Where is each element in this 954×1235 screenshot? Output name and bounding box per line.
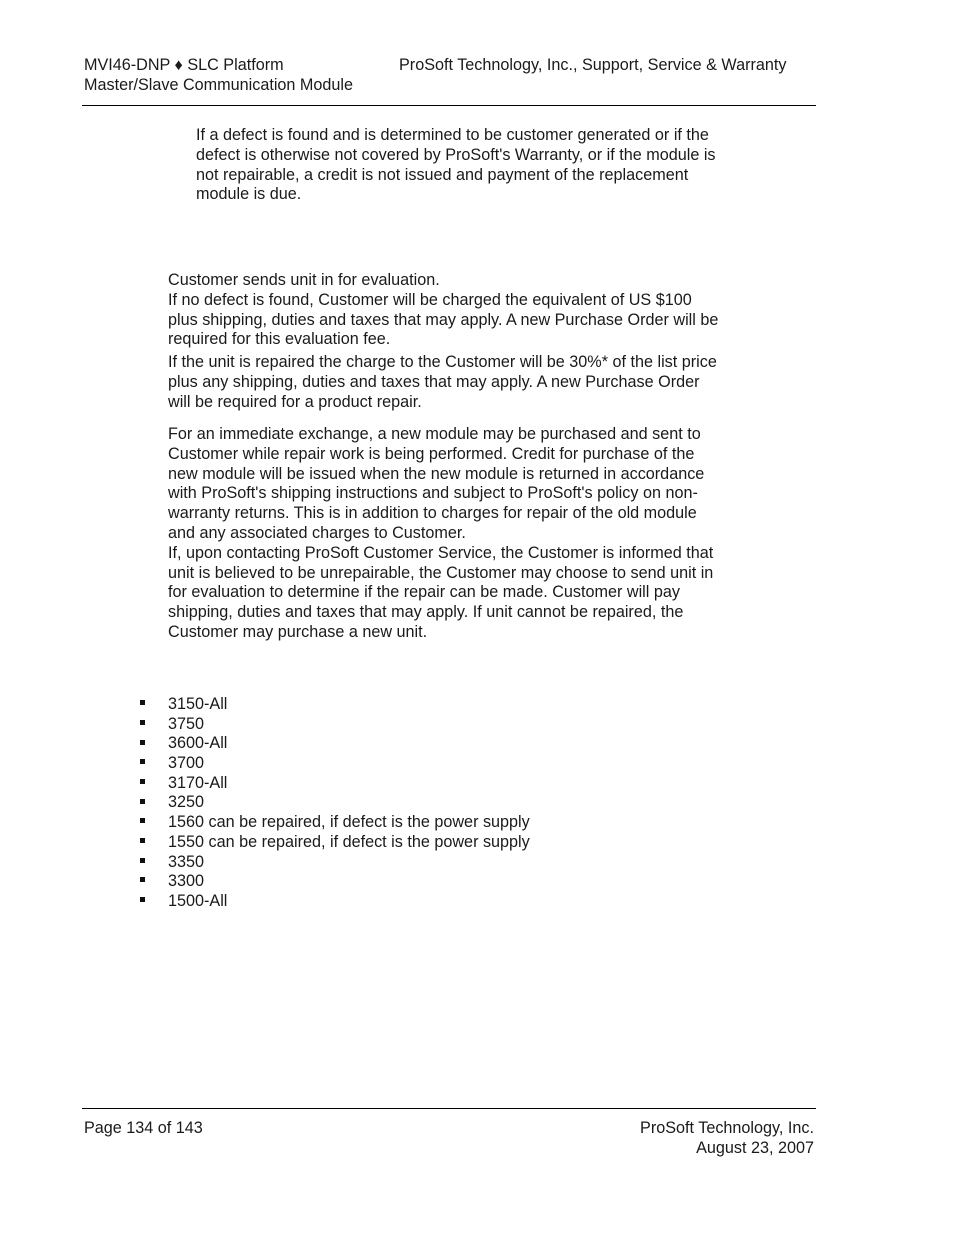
list-item-text: 1500-All (168, 891, 228, 910)
list-item (140, 734, 530, 754)
text-line: shipping, duties and taxes that may apply. If unit cannot be repaired, the (168, 603, 684, 622)
square-bullet-icon (140, 779, 145, 784)
square-bullet-icon (140, 897, 145, 902)
footer-left (84, 1119, 203, 1139)
paragraph-defect-credit (196, 126, 771, 205)
header-rule (82, 105, 816, 106)
document-date: August 23, 2007 (696, 1138, 814, 1157)
product-subtitle: Master/Slave Communication Module (84, 75, 354, 94)
text-line: warranty returns. This is in addition to charges for repair of the old module (168, 504, 697, 523)
text-line: Customer may purchase a new unit. (168, 622, 428, 641)
list-item-text: 3250 (168, 793, 205, 812)
text-line: and any associated charges to Customer. (168, 523, 466, 542)
list-item (140, 813, 530, 833)
list-item (140, 715, 530, 735)
square-bullet-icon (140, 740, 145, 745)
footer-rule (82, 1108, 816, 1109)
text-line: If no defect is found, Customer will be charged the equivalent of US $100 (168, 290, 692, 309)
text-line: If the unit is repaired the charge to the Customer will be 30%* of the list price (168, 353, 717, 371)
text-line: For an immediate exchange, a new module may be purchased and sent to (168, 425, 701, 443)
text-line: Customer sends unit in for evaluation. (168, 271, 440, 289)
text-line: required for this evaluation fee. (168, 330, 391, 349)
paragraph-evaluation (168, 271, 768, 350)
list-item-text: 3750 (168, 714, 205, 733)
list-item-text: 3600-All (168, 734, 228, 753)
text-line: new module will be issued when the new module is returned in accordance (168, 464, 705, 483)
text-line: unit is believed to be unrepairable, the Customer may choose to send unit in (168, 563, 714, 582)
list-item-text: 1560 can be repaired, if defect is the power supply (168, 813, 530, 832)
list-item-text: 3150-All (168, 695, 228, 713)
text-line: defect is otherwise not covered by ProSoft's Warranty, or if the module is (196, 145, 716, 164)
square-bullet-icon (140, 759, 145, 764)
header-left (84, 56, 353, 96)
text-line: not repairable, a credit is not issued and payment of the replacement (196, 165, 689, 184)
list-item (140, 793, 530, 813)
text-line: If, upon contacting ProSoft Customer Service, the Customer is informed that (168, 543, 714, 562)
company-name: ProSoft Technology, Inc. (640, 1119, 814, 1137)
text-line: module is due. (196, 185, 302, 204)
list-item-text: 3700 (168, 754, 205, 773)
page-number: Page 134 of 143 (84, 1119, 203, 1137)
list-item-text: 1550 can be repaired, if defect is the power supply (168, 832, 530, 851)
square-bullet-icon (140, 799, 145, 804)
text-line: If a defect is found and is determined to be customer generated or if the (196, 126, 709, 144)
square-bullet-icon (140, 838, 145, 843)
square-bullet-icon (140, 700, 145, 705)
square-bullet-icon (140, 858, 145, 863)
list-item (140, 872, 530, 892)
section-title: ProSoft Technology, Inc., Support, Service & Warranty (399, 56, 787, 74)
text-line: for evaluation to determine if the repair can be made. Customer will pay (168, 583, 680, 602)
list-item-text: 3350 (168, 852, 205, 871)
square-bullet-icon (140, 877, 145, 882)
text-line: with ProSoft's shipping instructions and subject to ProSoft's policy on non- (168, 484, 698, 503)
text-line: plus shipping, duties and taxes that may apply. A new Purchase Order will be (168, 310, 719, 329)
list-item (140, 892, 530, 912)
list-item (140, 774, 530, 794)
square-bullet-icon (140, 720, 145, 725)
unrepairable-units-list (140, 695, 530, 912)
list-item-text: 3170-All (168, 773, 228, 792)
product-name: MVI46-DNP ♦ SLC Platform (84, 56, 284, 74)
list-item (140, 853, 530, 873)
text-line: plus any shipping, duties and taxes that may apply. A new Purchase Order (168, 372, 700, 391)
list-item-text: 3300 (168, 872, 205, 891)
square-bullet-icon (140, 818, 145, 823)
text-line: Customer while repair work is being performed. Credit for purchase of the (168, 444, 695, 463)
list-item (140, 754, 530, 774)
paragraph-immediate-exchange (168, 425, 768, 643)
paragraph-repair-charge (168, 353, 768, 412)
list-item (140, 695, 530, 715)
header-right (399, 56, 815, 76)
footer-right (560, 1119, 814, 1159)
text-line: will be required for a product repair. (168, 392, 422, 411)
list-item (140, 833, 530, 853)
